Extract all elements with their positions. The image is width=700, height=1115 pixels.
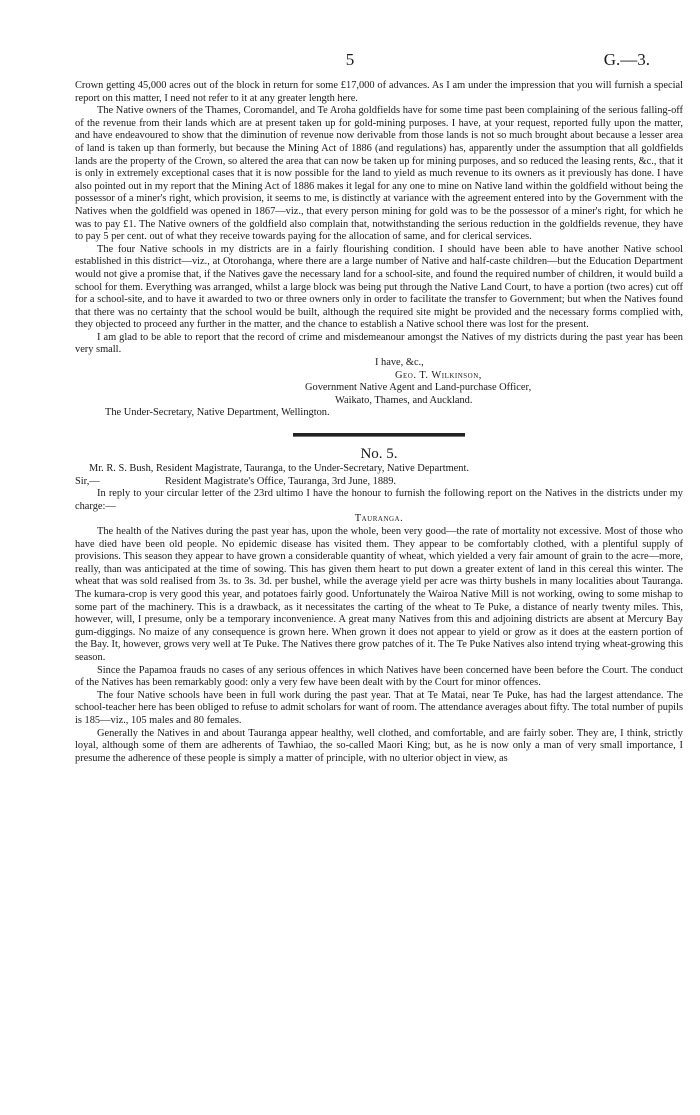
paragraph: I am glad to be able to report that the record of crime and misdemeanour amongst the Natives of my districts during the past year has been very small. (75, 331, 683, 356)
addressee: The Under-Secretary, Native Department, Wellington. (105, 407, 330, 419)
letter-heading: Mr. R. S. Bush, Resident Magistrate, Tauranga, to the Under-Secretary, Native Department. (89, 463, 469, 475)
document-body (75, 80, 683, 765)
paragraph: Generally the Natives in and about Tauranga appear healthy, well clothed, and comfortable, and are fairly sober. They are, I think, strictly loyal, although some of them are adherents of Tawhiao, the so-called Maori King; but, as he is now only a man of very small importance, I presume the adherence of these people is simply a matter of principle, with no ulterior object in view, as (75, 727, 683, 764)
paragraph: Since the Papamoa frauds no cases of any serious offences in which Natives have been concerned have been before the Court. The conduct of the Natives has been remarkably good: only a very few have been dealt with by the Court for minor offences. (75, 664, 683, 689)
signatory-title: Government Native Agent and Land-purchase Officer, (305, 382, 532, 394)
paragraph: The health of the Natives during the past year has, upon the whole, been very good—the rate of mortality not excessive. Most of those who have died have been old people. No epidemic disease has visited them. They appear to be comfortably clothed, with a plentiful supply of provisions. This season they appear to have grown a considerable quantity of wheat, which yielded a very fair amount of grain to the acre—more, really, than was anticipated at the time of sowing. This has given them heart to put down a greater extent of land in this cereal this winter. The wheat that was sold realised from 3s. to 3s. 3d. per bushel, while the average yield per acre was thirty bushels in many localities about Tauranga. The kumara-crop is very good this year, and potatoes fairly good. Unfortunately the Wairoa Native Mill is not working, owing to some mishap to some part of the machinery. This is a drawback, as it necessitates the carting of the wheat to Te Puke, a distance of nearly twenty miles. This, however, will, I presume, only be a temporary inconvenience. A great many Natives from this and adjoining districts are absent at Mercury Bay gum-diggings. No maize of any consequence is grown here. When grown it does not appear to yield or grow as it does at the eastern portion of the Bay. It, however, grows very well at Te Puke. The Natives there grow patches of it. The Te Puke Natives also intend trying wheat-growing this season. (75, 526, 683, 663)
paragraph: The four Native schools in my districts are in a fairly flourishing condition. I should have been able to have another Native school established in this district—viz., at Otorohanga, where there are a large number of Native and half-caste children—but the Education Department would not give a promise that, if the Natives gave the necessary land for a school-site, and found the required number of children, it would build a school for them. Everything was arranged, whilst a large block was being put through the Native Land Court, to have a portion (two acres) cut off for a school-site, and to have it awarded to two or three owners only in order to facilitate the transfer to Government; but when the Natives found that there was no certainty that the school would be built, although the required site might be provided and the necessary forms complied with, they objected to proceed any further in the matter, and the chance to establish a Native school there was lost for the present. (75, 243, 683, 331)
page-number: 5 (345, 50, 355, 69)
sender-address: Resident Magistrate's Office, Tauranga, 3rd June, 1889. (165, 475, 397, 487)
paragraph: The four Native schools have been in full work during the past year. That at Te Matai, near Te Puke, has had the largest attendance. The school-teacher here has been obliged to refuse to admit scholars for want of room. The attendance averages about fifty. The total number of pupils is 185—viz., 105 males and 80 females. (75, 689, 683, 726)
letter-number: No. 5. (360, 446, 398, 463)
paragraph: In reply to your circular letter of the 23rd ultimo I have the honour to furnish the following report on the Natives in the districts under my charge:— (75, 488, 683, 512)
document-reference: G.—3. (603, 50, 650, 69)
salutation: Sir,— (75, 475, 100, 487)
salutation-row (75, 476, 683, 489)
paragraph: The Native owners of the Thames, Coromandel, and Te Aroha goldfields have for some time past been complaining of the serious falling-off of the revenue from their lands which are at present taken up for gold-mining purposes. I have, at your request, reported fully upon the matter, and have endeavoured to show that the diminution of revenue now derivable from those lands is not so much brought about because a lesser area of land is taken up than formerly, but because the Mining Act of 1886 (and regulations) has, apparently under the assumption that all goldfields lands are the property of the Crown, so altered the area that can now be taken up for mining purposes, and so reduced the leasing rents, &c., that it is only in extremely exceptional cases that it is now possible for the land to yield as much revenue to its owners as it previously has done. I have also pointed out in my report that the Mining Act of 1886 makes it legal for any one to mine on Native land within the goldfield without being the possessor of a miner's right, which provision, it seems to me, is distinctly at variance with the agreement entered into by the Government with the Natives when the goldfield was opened in 1867—viz., that every person mining for gold was to be the possessor of a miner's right, for which he was to pay £1. The Native owners of the goldfield also complain that, notwithstanding the serious reduction in the goldfields revenue, they have to pay 5 per cent. out of what they receive towards paying for the allocation of same, and for clerical services. (75, 105, 683, 243)
section-divider (293, 433, 465, 437)
signatory: Geo. T. Wilkinson, (395, 369, 482, 381)
signatory-title-location: Waikato, Thames, and Auckland. (335, 394, 473, 406)
section-heading: Tauranga. (354, 513, 404, 525)
paragraph: Crown getting 45,000 acres out of the block in return for some £17,000 of advances. As I am under the impression that you will furnish a special report on this matter, I need not refer to it at any greater length here. (75, 80, 683, 104)
closing: I have, &c., (375, 357, 424, 369)
